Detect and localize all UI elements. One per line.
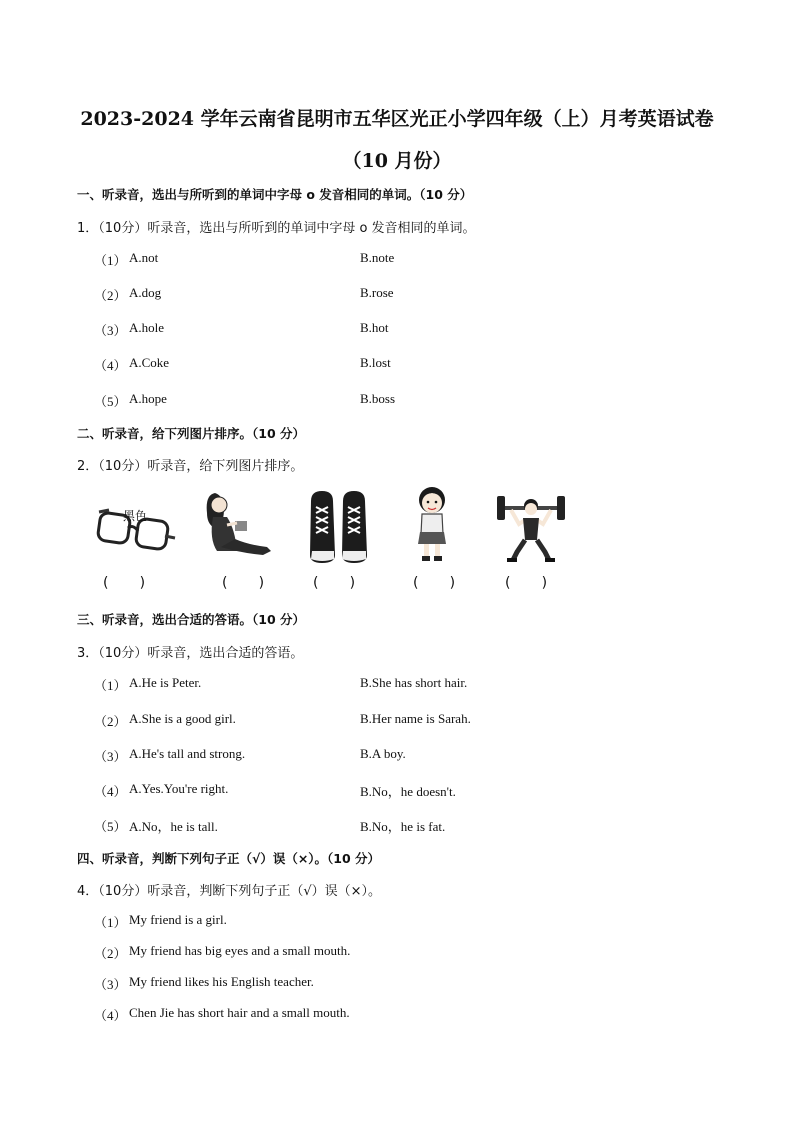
question-2: 2．（10分）听录音，给下列图片排序。 — [77, 459, 304, 474]
q1-item-3-number: （3） — [94, 323, 127, 338]
weightlifter-icon — [495, 488, 567, 564]
girl-reading-icon — [201, 489, 281, 564]
picture-4-answer-blank[interactable]: ( ) — [413, 575, 456, 591]
q1-item-4-number: （4） — [94, 358, 127, 373]
section-3-header: 三、听录音，选出合适的答语。（10 分） — [77, 612, 305, 627]
q1-item-3-option-b: B.hot — [360, 320, 389, 335]
q1-item-1-number: （1） — [94, 253, 127, 268]
q3-item-1-option-a: A.He is Peter. — [129, 675, 202, 690]
sneakers-icon — [307, 489, 371, 565]
q1-item-2-option-a: A.dog — [129, 285, 162, 300]
q3-item-4-option-b: B.No，he doesn't. — [360, 784, 456, 799]
q3-item-1-number: （1） — [94, 678, 127, 693]
q4-statement-1-number: （1） — [94, 915, 127, 930]
girl-icon — [412, 486, 452, 564]
q4-statement-4: Chen Jie has short hair and a small mouth. — [129, 1005, 350, 1020]
q1-item-3-option-a: A.hole — [129, 320, 165, 335]
picture-5-answer-blank[interactable]: ( ) — [505, 575, 548, 591]
q3-item-3-option-a: A.He's tall and strong. — [129, 746, 246, 761]
q3-item-4-option-a: A.Yes.You're right. — [129, 781, 229, 796]
q4-statement-4-number: （4） — [94, 1008, 127, 1023]
page-subtitle: （10 月份） — [342, 150, 452, 172]
q1-item-2-number: （2） — [94, 288, 127, 303]
q4-statement-2: My friend has big eyes and a small mouth. — [129, 943, 351, 958]
q3-item-1-option-b: B.She has short hair. — [360, 675, 468, 690]
q3-item-2-option-b: B.Her name is Sarah. — [360, 711, 471, 726]
picture-1-answer-blank[interactable]: ( ) — [103, 575, 146, 591]
section-1-header: 一、听录音，选出与所听到的单词中字母 o 发音相同的单词。（10 分） — [77, 187, 473, 202]
q1-item-1-option-b: B.note — [360, 250, 395, 265]
q3-item-4-number: （4） — [94, 784, 127, 799]
q1-item-5-option-a: A.hope — [129, 391, 167, 406]
q4-statement-3-number: （3） — [94, 977, 127, 992]
q3-item-2-number: （2） — [94, 714, 127, 729]
q3-item-3-number: （3） — [94, 749, 127, 764]
q1-item-5-number: （5） — [94, 394, 127, 409]
section-4-header: 四、听录音，判断下列句子正（√）误（×）。（10 分） — [77, 851, 381, 866]
q3-item-3-option-b: B.A boy. — [360, 746, 406, 761]
picture-2-answer-blank[interactable]: ( ) — [222, 575, 265, 591]
q1-item-4-option-b: B.lost — [360, 355, 391, 370]
page-title: 2023-2024 学年云南省昆明市五华区光正小学四年级（上）月考英语试卷 — [80, 108, 714, 130]
q1-item-4-option-a: A.Coke — [129, 355, 170, 370]
q3-item-2-option-a: A.She is a good girl. — [129, 711, 236, 726]
q4-statement-3: My friend likes his English teacher. — [129, 974, 314, 989]
q3-item-5-option-a: A.No，he is tall. — [129, 819, 218, 834]
section-2-header: 二、听录音，给下列图片排序。（10 分） — [77, 426, 305, 441]
glasses-icon — [95, 498, 177, 558]
q1-item-2-option-b: B.rose — [360, 285, 394, 300]
question-4: 4．（10分）听录音，判断下列句子正（√）误（×）。 — [77, 884, 381, 899]
q3-item-5-option-b: B.No，he is fat. — [360, 819, 446, 834]
q1-item-1-option-a: A.not — [129, 250, 159, 265]
question-3: 3．（10分）听录音，选出合适的答语。 — [77, 646, 304, 661]
q4-statement-1: My friend is a girl. — [129, 912, 227, 927]
glasses-color-label: 黑色 — [123, 509, 148, 523]
q1-item-5-option-b: B.boss — [360, 391, 396, 406]
question-1: 1．（10分）听录音，选出与所听到的单词中字母 o 发音相同的单词。 — [77, 221, 476, 236]
picture-3-answer-blank[interactable]: ( ) — [313, 575, 356, 591]
q3-item-5-number: （5） — [94, 819, 127, 834]
q4-statement-2-number: （2） — [94, 946, 127, 961]
